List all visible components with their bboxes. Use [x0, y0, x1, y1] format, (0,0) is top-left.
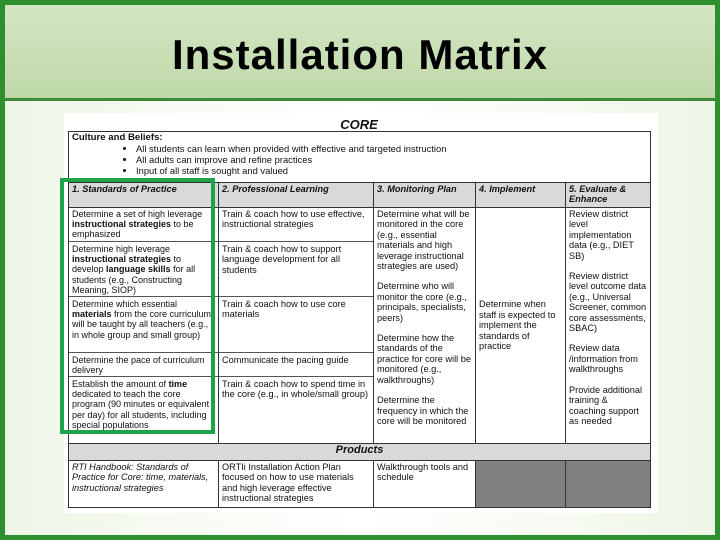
product-item: RTI Handbook: Standards of Practice for Core: time, materials, instructional strategies [69, 461, 219, 508]
title-band [5, 5, 715, 101]
standard-text: Determine the pace of curriculum delivery [72, 355, 205, 376]
standard-emphasis: language skills [106, 264, 171, 275]
products-heading: Products [69, 444, 651, 461]
column-header-evaluate: 5. Evaluate & Enhance [566, 183, 651, 208]
column-header-standards: 1. Standards of Practice [69, 183, 219, 208]
slide-title: Installation Matrix [171, 31, 549, 78]
beliefs-row [69, 132, 651, 183]
evaluate-item: Review data /information from walkthroughs [569, 343, 638, 375]
evaluate-item: Provide additional training & coaching support as needed [569, 384, 643, 426]
empty-product-cell [566, 461, 651, 508]
implement-text: Determine when staff is expected to implement the standards of practice [479, 299, 556, 352]
products-row [69, 461, 651, 508]
evaluate-cell [566, 208, 651, 444]
implement-cell [476, 208, 566, 444]
standard-text: Establish the amount of [72, 379, 169, 389]
monitoring-item: Determine the frequency in which the core will be monitored [377, 395, 469, 426]
belief-item: • Input of all staff is sought and valued [136, 166, 647, 177]
standard-text: Determine a set of high leverage [72, 209, 203, 219]
column-header-professional-learning: 2. Professional Learning [219, 183, 374, 208]
professional-learning-cell [219, 208, 374, 444]
standard-text: dedicated to teach the core program (90 minutes or equivalent per day) for all students, including special populations [72, 389, 210, 430]
column-header-monitoring-plan: 3. Monitoring Plan [374, 183, 476, 208]
standard-text: from the core curriculum will be taught by all teachers (e.g., in whole group and small group) [72, 309, 212, 340]
beliefs-list [72, 144, 647, 176]
standard-emphasis: materials [72, 309, 112, 320]
standards-highlight-box [60, 178, 215, 434]
standard-text: for all students (e.g., Constructing Meaning, SIOP) [72, 264, 196, 295]
professional-learning-item: Train & coach how to use core materials [219, 298, 373, 353]
standard-emphasis: instructional strategies [72, 254, 172, 265]
evaluate-item: Review district level outcome data (e.g., Universal Screener, common core assessments, SBAC) [569, 271, 647, 334]
products-header-row [69, 444, 651, 461]
column-header-implement: 4. Implement [476, 183, 566, 208]
beliefs-cell [69, 132, 651, 183]
standard-text: to be emphasized [72, 219, 194, 240]
beliefs-heading: Culture and Beliefs: [72, 132, 163, 143]
professional-learning-item: Communicate the pacing guide [219, 354, 373, 377]
standard-emphasis: time [168, 379, 188, 389]
professional-learning-item: Train & coach how to spend time in the core (e.g., in whole/small group) [222, 379, 369, 400]
product-item: Walkthrough tools and schedule [374, 461, 476, 508]
professional-learning-item: Train & coach how to use effective, instructional strategies [219, 208, 373, 242]
evaluate-item: Review district level implementation data (e.g., DIET SB) [569, 209, 634, 261]
empty-product-cell [476, 461, 566, 508]
professional-learning-item: Train & coach how to support language development for all students [219, 243, 373, 297]
monitoring-item: Determine how the standards of the practice for core will be monitored (e.g., walkthroughs) [377, 333, 471, 385]
standard-text: Determine which essential [72, 299, 178, 309]
core-heading: CORE [340, 117, 378, 132]
standard-emphasis: instructional strategies [72, 219, 172, 230]
monitoring-plan-cell [374, 208, 476, 444]
monitoring-item: Determine what will be monitored in the core (e.g., essential materials and high leverage instructional strategies are used) [377, 209, 470, 272]
standard-text: Determine high leverage [72, 244, 171, 254]
standard-text: to develop [72, 254, 182, 275]
belief-item: • All adults can improve and refine practices [136, 155, 647, 166]
product-item: ORTIi Installation Action Plan focused on how to use materials and high leverage effective instructional strategies [219, 461, 374, 508]
monitoring-item: Determine who will monitor the core (e.g., principals, specialists, peers) [377, 281, 467, 323]
belief-item: • All students can learn when provided with effective and targeted instruction [136, 144, 647, 155]
